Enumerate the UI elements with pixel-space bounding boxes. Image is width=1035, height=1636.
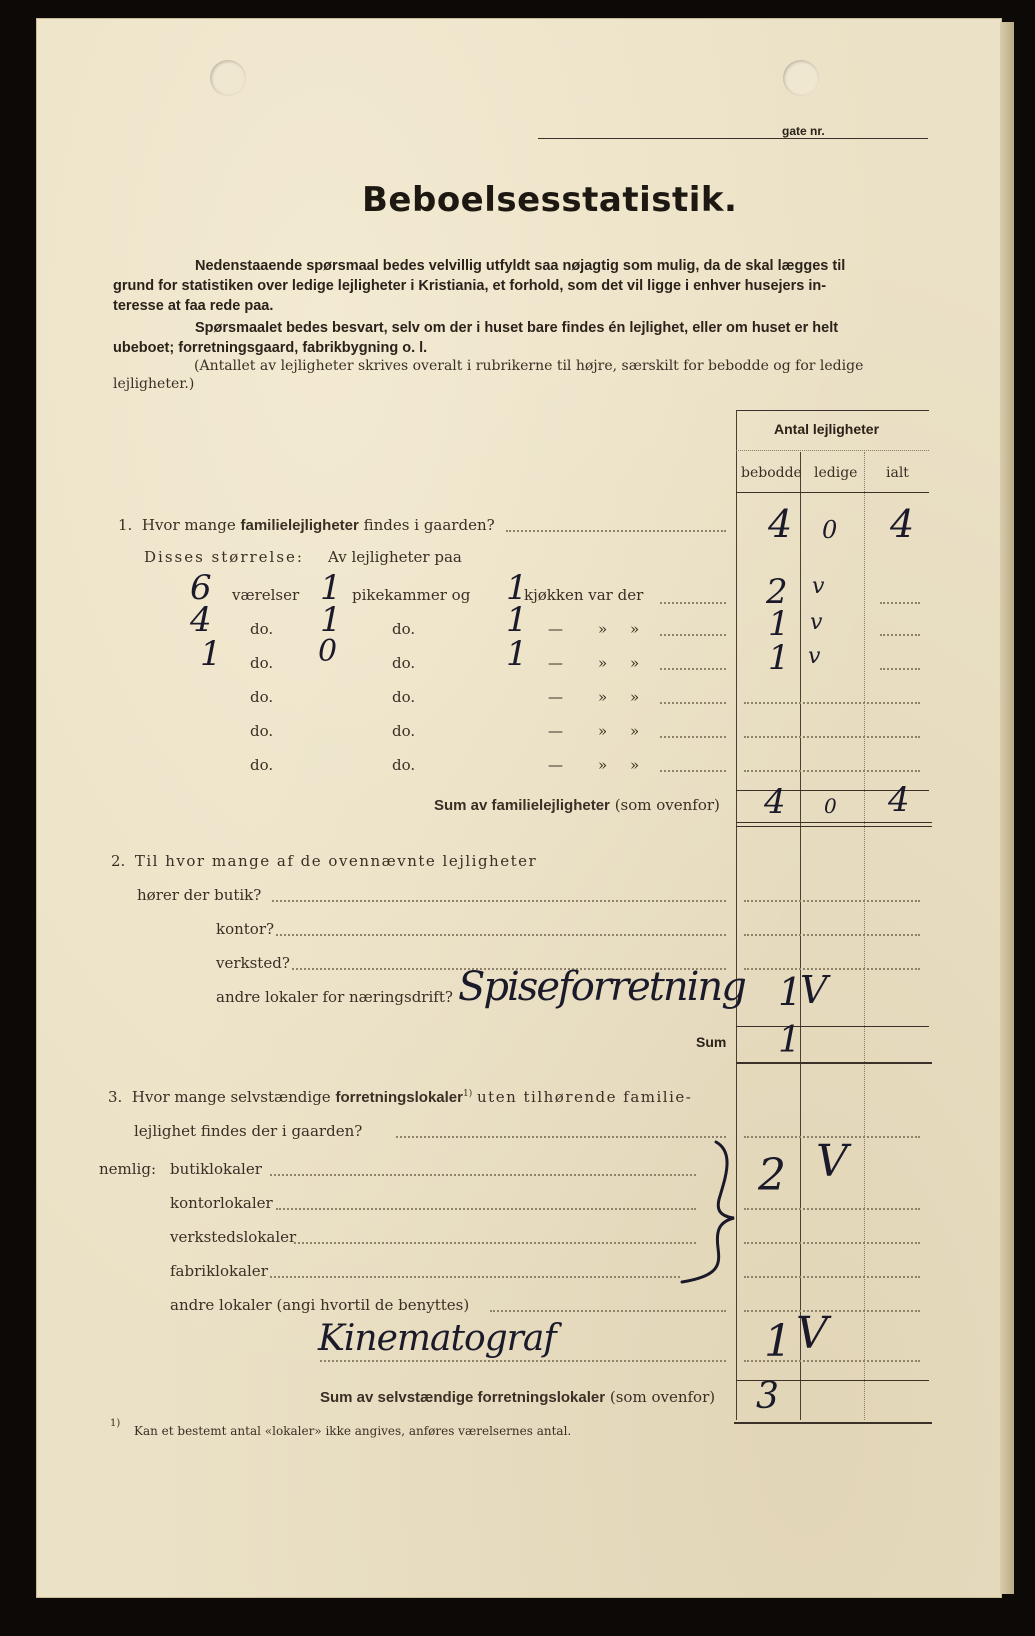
intro-line: teresse at faa rede paa. <box>113 298 274 314</box>
question-text: Hvor mange <box>141 516 236 534</box>
leader-dots <box>276 1208 696 1210</box>
sum-label-bold: Sum av selvstændige forretningslokaler <box>320 1389 606 1406</box>
leader-dots <box>880 634 920 636</box>
gate-number-label: gate nr. <box>782 124 825 138</box>
leader-dots <box>660 770 726 772</box>
row-bebodde-value: 2 <box>766 572 788 612</box>
leader-dots <box>744 968 920 970</box>
punch-hole-right <box>783 60 819 96</box>
leader-dots <box>744 1310 920 1312</box>
size-heading: Disses størrelse: <box>144 548 304 566</box>
q3-butiklokaler-label: butiklokaler <box>170 1160 262 1178</box>
row-label-do: do. <box>392 722 416 740</box>
leader-dots <box>270 1174 696 1176</box>
page-edge <box>1000 22 1014 1594</box>
leader-dots <box>272 900 726 902</box>
row-kjokken-value: 1 <box>506 634 528 674</box>
leader-dots <box>660 602 726 604</box>
intro-line: grund for statistiken over ledige lejligheter i Kristiania, et forhold, som det vil ligge i enhver husejers in- <box>113 278 827 294</box>
row-label-do: do. <box>392 654 416 672</box>
row-vaerelser-value: 1 <box>200 634 222 674</box>
table-header-bottom-rule <box>736 492 929 493</box>
intro-line: (Antallet av lejligheter skrives overalt i rubrikerne til højre, særskilt for bebodde og for ledige <box>194 358 864 374</box>
row-label-do: do. <box>250 654 274 672</box>
leader-dots <box>744 770 920 772</box>
sum-label-bold: Sum av familielejligheter <box>434 797 610 814</box>
q2-andre-count: 1 <box>778 970 803 1014</box>
q3-fabriklokaler-label: fabriklokaler <box>170 1262 268 1280</box>
row-label-dash: — <box>548 688 563 706</box>
leader-dots <box>744 1276 920 1278</box>
row-label-kjokken: kjøkken var der <box>524 586 644 604</box>
size-heading-2: Av lejligheter paa <box>328 548 462 566</box>
row-check-mark: v <box>810 610 823 635</box>
table-col-rule <box>800 452 801 1420</box>
leader-dots <box>660 702 726 704</box>
question-text: Til hvor mange af de ovennævnte lejligheter <box>134 852 538 870</box>
leader-dots <box>490 1310 726 1312</box>
leader-dots <box>660 634 726 636</box>
q3-andre-count: 1 <box>764 1316 792 1367</box>
leader-dots <box>660 736 726 738</box>
q3-verkstedslokaler-label: verkstedslokaler <box>170 1228 297 1246</box>
q2-sum-label: Sum <box>696 1034 727 1050</box>
row-bebodde-value: 1 <box>768 604 790 644</box>
q1-ledige-answer: 0 <box>822 516 838 544</box>
q2-andre-handwritten: Spiseforretning <box>458 964 745 1010</box>
q3-andre-check: V <box>796 1308 828 1359</box>
q3-line2: lejlighet findes der i gaarden? <box>134 1122 363 1140</box>
row-label-do: do. <box>250 688 274 706</box>
question-keyword: familielejligheter <box>240 517 359 534</box>
row-label-ditto: » <box>630 688 640 706</box>
q1-sum-bebodde: 4 <box>764 782 786 822</box>
q2-kontor-label: kontor? <box>216 920 275 938</box>
leader-dots <box>660 668 726 670</box>
sum-double-rule <box>736 822 932 827</box>
row-vaerelser-value: 4 <box>190 600 212 640</box>
row-pikekammer-value: 1 <box>320 600 342 640</box>
q3-bracket-count: 2 <box>758 1150 786 1201</box>
leader-dots <box>744 702 920 704</box>
leader-dots <box>506 530 726 532</box>
col-header-ialt: ialt <box>886 465 909 481</box>
row-pikekammer-value: 1 <box>320 568 342 608</box>
row-check-mark: v <box>812 574 825 599</box>
q2-sum-value: 1 <box>778 1020 801 1061</box>
leader-dots <box>320 1360 726 1362</box>
form-title: Beboelsesstatistik. <box>362 180 738 220</box>
row-label-ditto: » <box>598 620 608 638</box>
leader-dots <box>294 1242 696 1244</box>
question-number: 2. <box>111 852 126 870</box>
q1-sum-ialt: 4 <box>888 780 910 820</box>
row-label-pikekammer: pikekammer og <box>352 586 471 604</box>
row-label-ditto: » <box>630 722 640 740</box>
question-keyword: forretningslokaler <box>335 1089 463 1106</box>
q1-bebodde-answer: 4 <box>768 502 793 546</box>
row-label-ditto: » <box>598 688 608 706</box>
leader-dots <box>744 1208 920 1210</box>
q3-sum-label <box>320 1388 715 1406</box>
question-text: uten tilhørende familie- <box>477 1088 693 1106</box>
gate-number-line <box>538 138 928 139</box>
row-label-do: do. <box>392 756 416 774</box>
question-number: 1. <box>118 516 133 534</box>
row-label-do: do. <box>392 688 416 706</box>
leader-dots <box>276 934 726 936</box>
q3-andre-handwritten: Kinematograf <box>318 1318 556 1359</box>
intro-line: Nedenstaaende spørsmaal bedes velvillig utfyldt saa nøjagtig som mulig, da de skal lægges til <box>195 258 846 274</box>
question-text: findes i gaarden? <box>363 516 495 534</box>
q1-sum-label <box>434 796 720 814</box>
row-check-mark: v <box>808 644 821 669</box>
row-label-ditto: » <box>598 654 608 672</box>
row-label-dash: — <box>548 756 563 774</box>
row-label-ditto: » <box>630 654 640 672</box>
sum-bottom-rule <box>736 1062 932 1064</box>
footnote-text: Kan et bestemt antal «lokaler» ikke angives, anføres værelsernes antal. <box>134 1424 572 1438</box>
row-label-dash: — <box>548 654 563 672</box>
footnote-ref: 1) <box>462 1089 473 1099</box>
question-1 <box>118 516 495 534</box>
row-label-ditto: » <box>598 722 608 740</box>
row-kjokken-value: 1 <box>506 600 528 640</box>
row-label-do: do. <box>250 756 274 774</box>
col-header-bebodde: bebodde <box>741 465 802 481</box>
table-col-rule <box>864 452 865 1420</box>
leader-dots <box>880 602 920 604</box>
q3-andre-label: andre lokaler (angi hvortil de benyttes) <box>170 1296 470 1314</box>
row-label-do: do. <box>392 620 416 638</box>
sum-label-suffix: (som ovenfor) <box>609 1388 716 1406</box>
q2-andre-label: andre lokaler for næringsdrift? <box>216 988 453 1006</box>
leader-dots <box>744 736 920 738</box>
row-bebodde-value: 1 <box>768 638 790 678</box>
row-label-do: do. <box>250 620 274 638</box>
leader-dots <box>744 1360 920 1362</box>
q3-bracket-check: V <box>816 1136 848 1187</box>
col-header-ledige: ledige <box>814 465 858 481</box>
footnote-mark: 1) <box>110 1418 121 1429</box>
row-label-ditto: » <box>598 756 608 774</box>
question-text: Hvor mange selvstændige <box>131 1088 331 1106</box>
row-kjokken-value: 1 <box>506 568 528 608</box>
punch-hole-left <box>210 60 246 96</box>
leader-dots <box>880 668 920 670</box>
table-left-rule <box>736 410 737 1420</box>
handwritten-brace <box>676 1136 736 1286</box>
row-label-dash: — <box>548 722 563 740</box>
q3-nemlig-label: nemlig: <box>99 1160 157 1178</box>
q1-sum-ledige: 0 <box>824 794 837 818</box>
leader-dots <box>270 1276 680 1278</box>
intro-line: ubeboet; forretningsgaard, fabrikbygning o. l. <box>113 340 428 356</box>
table-group-header: Antal lejligheter <box>774 421 880 437</box>
leader-dots <box>744 1242 920 1244</box>
row-pikekammer-value: 0 <box>318 634 338 669</box>
intro-line: Spørsmaalet bedes besvart, selv om der i huset bare findes én lejlighet, eller om huset er helt <box>195 320 839 336</box>
q2-verksted-label: verksted? <box>216 954 290 972</box>
sum-bottom-rule <box>734 1422 932 1424</box>
sum-top-rule <box>736 1026 929 1027</box>
q2-andre-check: V <box>800 968 828 1012</box>
question-3 <box>108 1088 692 1106</box>
intro-line: lejligheter.) <box>113 376 195 392</box>
q3-kontorlokaler-label: kontorlokaler <box>170 1194 273 1212</box>
leader-dots <box>744 934 920 936</box>
row-label-ditto: » <box>630 756 640 774</box>
q3-sum-value: 3 <box>756 1376 779 1417</box>
row-label-vaerelser: værelser <box>232 586 300 604</box>
question-2 <box>111 852 537 870</box>
table-top-rule <box>736 410 929 411</box>
q2-butik-label: hører der butik? <box>137 886 262 904</box>
row-vaerelser-value: 6 <box>190 568 212 608</box>
q1-ialt-answer: 4 <box>890 502 915 546</box>
sum-label-suffix: (som ovenfor) <box>614 796 720 814</box>
row-label-do: do. <box>250 722 274 740</box>
row-label-dash: — <box>548 620 563 638</box>
question-number: 3. <box>108 1088 123 1106</box>
row-label-ditto: » <box>630 620 640 638</box>
table-header-rule <box>736 450 929 451</box>
leader-dots <box>744 900 920 902</box>
